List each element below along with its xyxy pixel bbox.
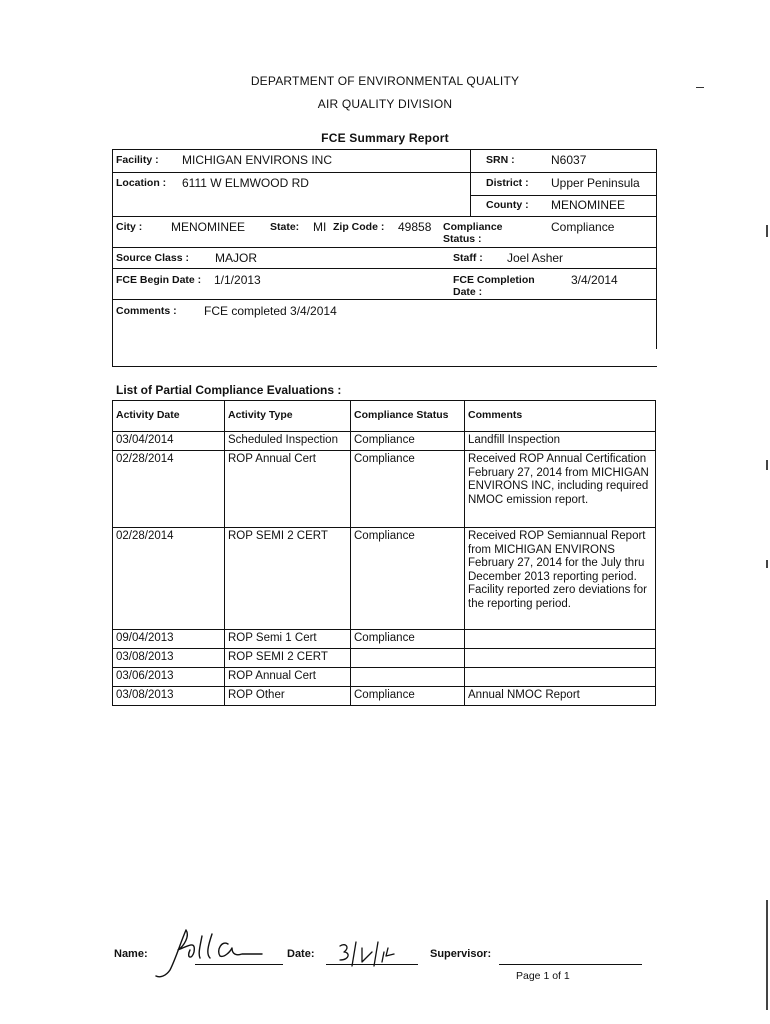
fce-completion-label-line2: Date :	[453, 286, 483, 298]
scan-mark	[766, 560, 768, 568]
facility-label: Facility :	[116, 154, 159, 166]
compliance-status	[351, 668, 465, 687]
compliance-status	[351, 649, 465, 668]
column-header: Compliance Status	[351, 401, 465, 432]
activity-type: Scheduled Inspection	[225, 432, 351, 451]
date-label: Date:	[287, 948, 315, 960]
supervisor-label: Supervisor:	[430, 948, 492, 960]
activity-date: 02/28/2014	[113, 451, 225, 528]
activity-date: 03/06/2013	[113, 668, 225, 687]
fce-completion-value: 3/4/2014	[571, 273, 618, 287]
comments-label: Comments :	[116, 305, 177, 317]
activity-date: 03/08/2013	[113, 687, 225, 706]
activity-type: ROP SEMI 2 CERT	[225, 528, 351, 630]
table-row	[113, 649, 656, 668]
column-header: Activity Date	[113, 401, 225, 432]
activity-type: ROP Annual Cert	[225, 668, 351, 687]
name-signature	[150, 922, 290, 980]
page-number: Page 1 of 1	[516, 970, 570, 982]
location-label: Location :	[116, 177, 167, 189]
city-value: MENOMINEE	[171, 220, 246, 234]
signed-date	[336, 940, 398, 970]
zip-label: Zip Code :	[333, 221, 385, 233]
column-header: Activity Type	[225, 401, 351, 432]
evaluations-title: List of Partial Compliance Evaluations :	[116, 383, 342, 397]
county-value: MENOMINEE	[551, 198, 626, 212]
compliance-status: Compliance	[351, 630, 465, 649]
compliance-status-label-line2: Status :	[443, 233, 482, 245]
fce-begin-value: 1/1/2013	[214, 273, 261, 287]
activity-date: 03/08/2013	[113, 649, 225, 668]
source-class-value: MAJOR	[215, 251, 257, 265]
compliance-status-value: Compliance	[551, 220, 615, 234]
location-value: 6111 W ELMWOOD RD	[182, 176, 309, 190]
activity-type: ROP Other	[225, 687, 351, 706]
facility-value: MICHIGAN ENVIRONS INC	[182, 153, 333, 167]
compliance-status-label-line1: Compliance	[443, 221, 503, 233]
scan-mark	[696, 87, 704, 88]
activity-type: ROP Annual Cert	[225, 451, 351, 528]
comments: Received ROP Annual Certification February 27, 2014 from MICHIGAN ENVIRONS INC, including required NMOC emission report.	[465, 451, 656, 528]
state-value: MI	[313, 220, 327, 234]
comments	[465, 630, 656, 649]
activity-date: 02/28/2014	[113, 528, 225, 630]
comments-value: FCE completed 3/4/2014	[204, 304, 337, 318]
division-title: AIR QUALITY DIVISION	[317, 97, 453, 111]
comments: Received ROP Semiannual Report from MICHIGAN ENVIRONS February 27, 2014 for the July thru December 2013 reporting period. Facility reported zero deviations for the reporting period.	[465, 528, 656, 630]
source-class-label: Source Class :	[116, 252, 189, 264]
evaluations-table	[112, 400, 656, 706]
department-title: DEPARTMENT OF ENVIRONMENTAL QUALITY	[250, 74, 520, 88]
scan-mark	[766, 460, 768, 470]
district-label: District :	[486, 177, 529, 189]
compliance-status: Compliance	[351, 451, 465, 528]
srn-label: SRN :	[486, 154, 515, 166]
activity-date: 03/04/2014	[113, 432, 225, 451]
activity-date: 09/04/2013	[113, 630, 225, 649]
compliance-status: Compliance	[351, 432, 465, 451]
table-row	[113, 432, 656, 451]
report-title: FCE Summary Report	[321, 131, 449, 145]
scan-mark	[766, 900, 768, 1010]
zip-value: 49858	[398, 220, 432, 234]
activity-type: ROP SEMI 2 CERT	[225, 649, 351, 668]
table-row	[113, 630, 656, 649]
activity-type: ROP Semi 1 Cert	[225, 630, 351, 649]
comments	[465, 668, 656, 687]
table-header-row	[113, 401, 656, 432]
compliance-status: Compliance	[351, 528, 465, 630]
fce-begin-label: FCE Begin Date :	[116, 274, 202, 286]
city-label: City :	[116, 221, 143, 233]
fce-completion-label-line1: FCE Completion	[453, 274, 535, 286]
scan-mark	[766, 225, 768, 237]
comments: Annual NMOC Report	[465, 687, 656, 706]
district-value: Upper Peninsula	[551, 176, 640, 190]
table-row	[113, 451, 656, 528]
table-row	[113, 668, 656, 687]
table-row	[113, 528, 656, 630]
name-label: Name:	[114, 948, 148, 960]
compliance-status: Compliance	[351, 687, 465, 706]
state-label: State:	[270, 221, 300, 233]
county-label: County :	[486, 199, 529, 211]
column-header: Comments	[465, 401, 656, 432]
staff-label: Staff :	[453, 252, 483, 264]
comments	[465, 649, 656, 668]
comments: Landfill Inspection	[465, 432, 656, 451]
staff-value: Joel Asher	[507, 251, 564, 265]
srn-value: N6037	[551, 153, 587, 167]
table-row	[113, 687, 656, 706]
